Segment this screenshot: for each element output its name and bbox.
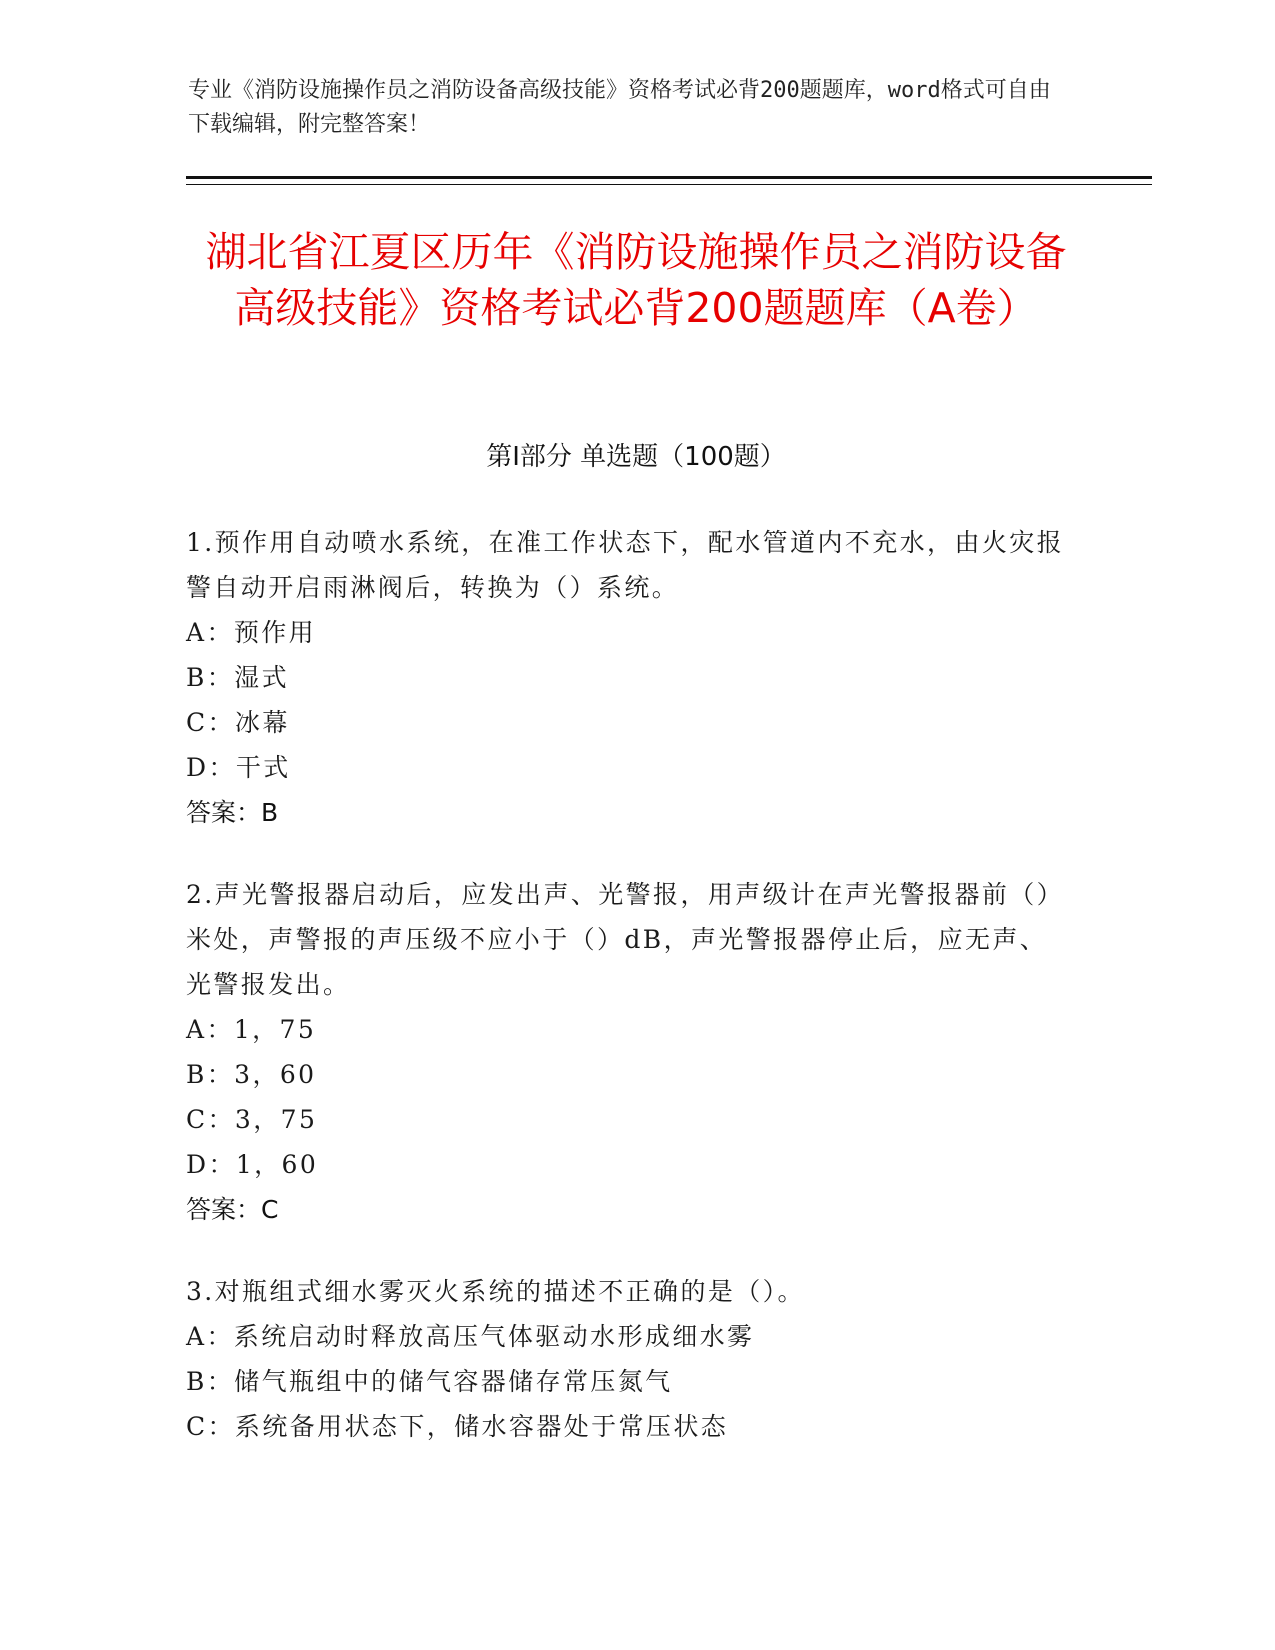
header-divider-thick (186, 176, 1152, 179)
question-1 (186, 520, 1066, 835)
header-divider-thin (186, 184, 1152, 185)
option-a: A：系统启动时释放高压气体驱动水形成细水雾 (186, 1322, 755, 1351)
question-2 (186, 872, 1066, 1232)
question-stem: 3.对瓶组式细水雾灭火系统的描述不正确的是（）。 (186, 1277, 805, 1306)
question-list (186, 520, 1066, 1486)
option-c: C：3，75 (186, 1105, 318, 1134)
section-title: 第Ⅰ部分 单选题（100题） (486, 442, 786, 472)
answer-line: 答案：C (186, 1195, 279, 1224)
option-c: C：系统备用状态下，储水容器处于常压状态 (186, 1412, 729, 1441)
question-3 (186, 1269, 1066, 1449)
question-stem: 1.预作用自动喷水系统，在准工作状态下，配水管道内不充水，由火灾报警自动开启雨淋阀后，转换为（）系统。 (186, 528, 1065, 602)
option-b: B：3，60 (186, 1060, 317, 1089)
document-title: 湖北省江夏区历年《消防设施操作员之消防设备高级技能》资格考试必背200题题库（A卷） (205, 228, 1067, 332)
option-a: A：预作用 (186, 618, 317, 647)
option-a: A：1，75 (186, 1015, 317, 1044)
option-d: D：1，60 (186, 1150, 319, 1179)
option-d: D：干式 (186, 753, 291, 782)
header-note: 专业《消防设施操作员之消防设备高级技能》资格考试必背200题题库，word格式可自由下载编辑，附完整答案！ (188, 78, 1051, 137)
answer-line: 答案：B (186, 798, 279, 827)
option-c: C：冰幕 (186, 708, 290, 737)
question-stem: 2.声光警报器启动后，应发出声、光警报，用声级计在声光警报器前（）米处，声警报的声压级不应小于（）dB，声光警报器停止后，应无声、光警报发出。 (186, 880, 1065, 999)
option-b: B：湿式 (186, 663, 289, 692)
option-b: B：储气瓶组中的储气容器储存常压氮气 (186, 1367, 673, 1396)
